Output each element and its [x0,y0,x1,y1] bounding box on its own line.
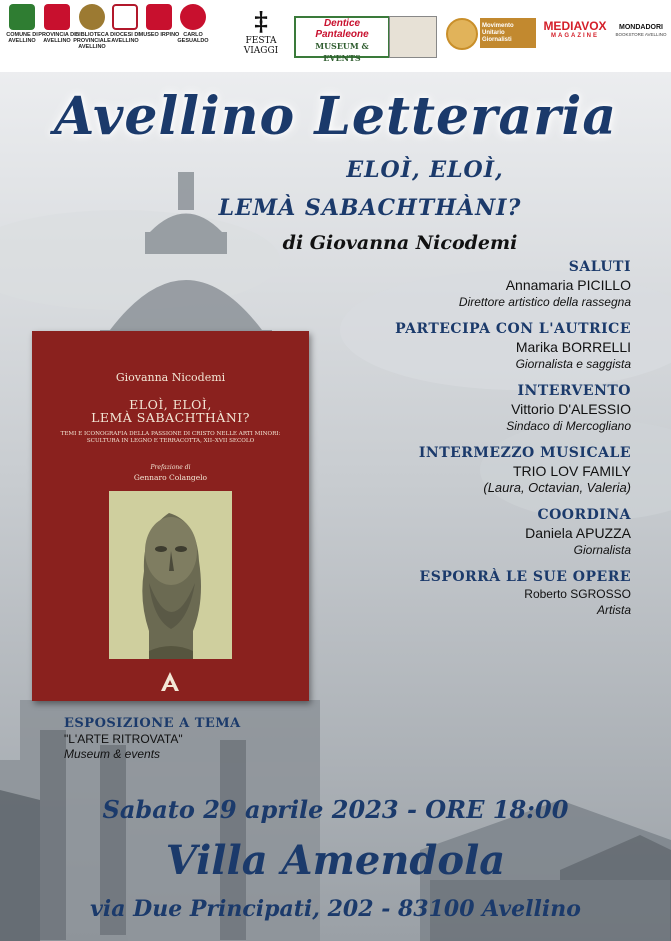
program-section-esporra: ESPORRÀ LE SUE OPERE Roberto SGROSSO Artista [419,569,631,617]
dentice-pantaleone-logo[interactable]: Dentice Pantaleone MUSEUM & EVENTS [294,16,390,58]
program-section-intervento: INTERVENTO Vittorio D'ALESSIO Sindaco di Mercogliano [506,383,631,433]
author-byline: di Giovanna Nicodemi [282,232,518,254]
exposition-heading: ESPOSIZIONE A TEMA [64,716,241,731]
book-title-line-2: LEMÀ SABACHTHÀNI? [218,195,522,221]
event-date-time: Sabato 29 aprile 2023 - ORE 18:00 [102,795,569,824]
book-cover-title: ELOÌ, ELOÌ, LEMÀ SABACHTHÀNI? [91,397,250,425]
book-cover-subtitle: TEMI E ICONOGRAFIA DELLA PASSIONE DI CRISTO NELLE ARTI MINORI: SCULTURA IN LEGNO E TERRACOTTA, XII–XVII SECOLO [60,431,281,444]
program-section-intermezzo: INTERMEZZO MUSICALE TRIO LOV FAMILY (Laura, Octavian, Valeria) [418,445,631,495]
exposition-title: "L'ARTE RITROVATA" [64,732,183,746]
movimento-unitario-logo[interactable]: Movimento Unitario Giornalisti [480,18,536,48]
ff-monogram-icon: ‡ [254,7,268,37]
exposition-organizer: Museum & events [64,747,161,761]
provincia-avellino-logo [44,4,70,30]
program-section-saluti: SALUTI Annamaria PICILLO Direttore artistico della rassegna [458,259,631,309]
museo-irpino-logo [146,4,172,30]
christ-sculpture-image [109,491,232,659]
ornament-circle-logo[interactable] [446,18,478,50]
logo-diocesi[interactable]: DIOCESI DI AVELLINO [103,4,147,44]
exposition-block [64,715,284,762]
logo-comune-avellino[interactable]: COMUNE DI AVELLINO [0,4,44,44]
event-venue: Villa Amendola [165,837,506,884]
book-cover-preface-author: Gennaro Colangelo [133,473,208,482]
program-section-partecipa: PARTECIPA CON L'AUTRICE Marika BORRELLI Giornalista e saggista [395,321,631,371]
comune-avellino-logo [9,4,35,30]
logo-carlo-gesualdo[interactable]: CARLO GESUALDO [171,4,215,44]
mediavox-logo[interactable]: MEDIAVOX MAGAZINE [543,19,607,39]
book-cover-preface-label: Prefazione di [150,464,191,471]
carlo-gesualdo-logo [180,4,206,30]
diocesi-logo [112,4,138,30]
program-section-coordina: COORDINA Daniela APUZZA Giornalista [525,507,631,557]
book-cover [32,331,309,701]
event-address: via Due Principati, 202 - 83100 Avellino [90,896,581,922]
sponsor-logo-strip [0,0,671,72]
mondadori-logo[interactable]: MONDADORI BOOKSTORE AVELLINO [615,24,667,37]
event-series-title: Avellino Letteraria [53,86,618,147]
book-cover-author: Giovanna Nicodemi [115,371,226,384]
pantaleone-emblem-logo[interactable] [389,16,437,58]
logo-biblioteca[interactable]: BIBLIOTECA PROVINCIALE AVELLINO [70,4,114,50]
book-title-line-1: ELOÌ, ELOÌ, [346,157,504,183]
logo-provincia-avellino[interactable]: PROVINCIA DI AVELLINO [35,4,79,44]
program-list [301,258,631,628]
publisher-aracne-icon [160,671,180,693]
festa-viaggi-logo[interactable]: ‡ FESTA VIAGGI [232,8,290,56]
logo-museo-irpino[interactable]: MUSEO IRPINO [137,4,181,38]
biblioteca-logo [79,4,105,30]
